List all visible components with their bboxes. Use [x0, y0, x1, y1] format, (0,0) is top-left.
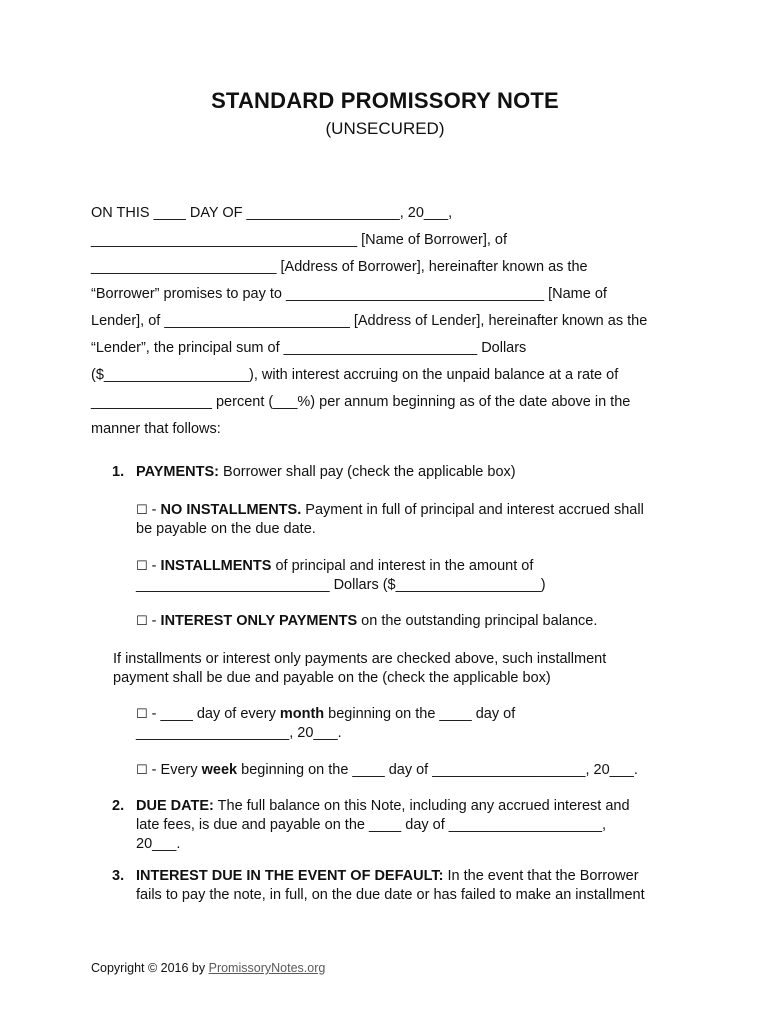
option-text: on the outstanding principal balance. [357, 613, 598, 629]
intro-paragraph [91, 200, 691, 443]
option-text: beginning on the ____ day of [324, 706, 516, 722]
section-due-date [112, 797, 630, 854]
option-prefix: - [147, 502, 161, 518]
section-text: 20___. [136, 836, 181, 852]
checkbox-icon[interactable]: ☐ [136, 707, 148, 722]
intro-line: “Borrower” promises to pay to ________________________________ [Name of [91, 286, 607, 302]
section-text: late fees, is due and payable on the ____ day of ___________________, [136, 817, 607, 833]
option-text: of principal and interest in the amount of [271, 558, 534, 574]
option-heading: INTEREST ONLY PAYMENTS [160, 613, 358, 629]
option-text: - ____ day of every [147, 706, 280, 722]
intro-line: _________________________________ [Name of Borrower], of [91, 232, 508, 248]
section-text: fails to pay the note, in full, on the due date or has failed to make an installment [136, 887, 645, 903]
section-text: In the event that the Borrower [443, 868, 639, 884]
intro-line: _______________________ [Address of Borrower], hereinafter known as the [91, 259, 588, 275]
section-number: 3. [112, 868, 125, 884]
section-number: 1. [112, 464, 125, 480]
document-title: STANDARD PROMISSORY NOTE [211, 88, 559, 113]
option-prefix: - [147, 613, 161, 629]
footer-copyright [91, 961, 325, 975]
option-monthly [136, 705, 515, 743]
option-installments [136, 557, 546, 595]
intro-line: ON THIS ____ DAY OF ___________________, 20___, [91, 205, 453, 221]
option-heading: month [279, 706, 325, 722]
schedule-intro-line: payment shall be due and payable on the (check the applicable box) [113, 670, 551, 686]
option-interest-only [136, 612, 597, 631]
checkbox-icon[interactable]: ☐ [136, 559, 148, 574]
document-subtitle: (UNSECURED) [325, 119, 445, 138]
intro-line: manner that follows: [91, 421, 221, 437]
copyright-text: Copyright © 2016 by [91, 961, 209, 975]
section-number: 2. [112, 798, 125, 814]
checkbox-icon[interactable]: ☐ [136, 503, 148, 518]
intro-line: ($__________________), with interest accruing on the unpaid balance at a rate of [91, 367, 619, 383]
intro-line: “Lender”, the principal sum of ________________________ Dollars [91, 340, 527, 356]
section-default-interest [112, 867, 645, 905]
schedule-intro [113, 650, 606, 688]
section-heading: INTEREST DUE IN THE EVENT OF DEFAULT: [136, 868, 444, 884]
section-payments [112, 463, 516, 482]
option-text: Payment in full of principal and interest accrued shall [301, 502, 644, 518]
option-no-installments [136, 501, 644, 539]
option-heading: INSTALLMENTS [160, 558, 272, 574]
intro-line: _______________ percent (___%) per annum beginning as of the date above in the [91, 394, 631, 410]
intro-line: Lender], of _______________________ [Address of Lender], hereinafter known as the [91, 313, 648, 329]
section-heading: PAYMENTS: [136, 464, 219, 480]
section-heading: DUE DATE: [136, 798, 214, 814]
option-heading: NO INSTALLMENTS. [160, 502, 302, 518]
section-text: The full balance on this Note, including any accrued interest and [213, 798, 630, 814]
section-text: Borrower shall pay (check the applicable box) [219, 464, 516, 480]
schedule-intro-line: If installments or interest only payments are checked above, such installment [113, 651, 607, 667]
option-prefix: - [147, 558, 161, 574]
option-text: beginning on the ____ day of ___________________, 20___. [237, 762, 638, 778]
checkbox-icon[interactable]: ☐ [136, 614, 148, 629]
footer-link[interactable]: PromissoryNotes.org [208, 961, 326, 975]
option-text: - Every [147, 762, 202, 778]
checkbox-icon[interactable]: ☐ [136, 763, 148, 778]
option-weekly [136, 761, 638, 780]
option-text: be payable on the due date. [136, 521, 316, 537]
option-heading: week [201, 762, 238, 778]
option-text: ________________________ Dollars ($__________________) [136, 577, 546, 593]
option-text: ___________________, 20___. [136, 725, 342, 741]
